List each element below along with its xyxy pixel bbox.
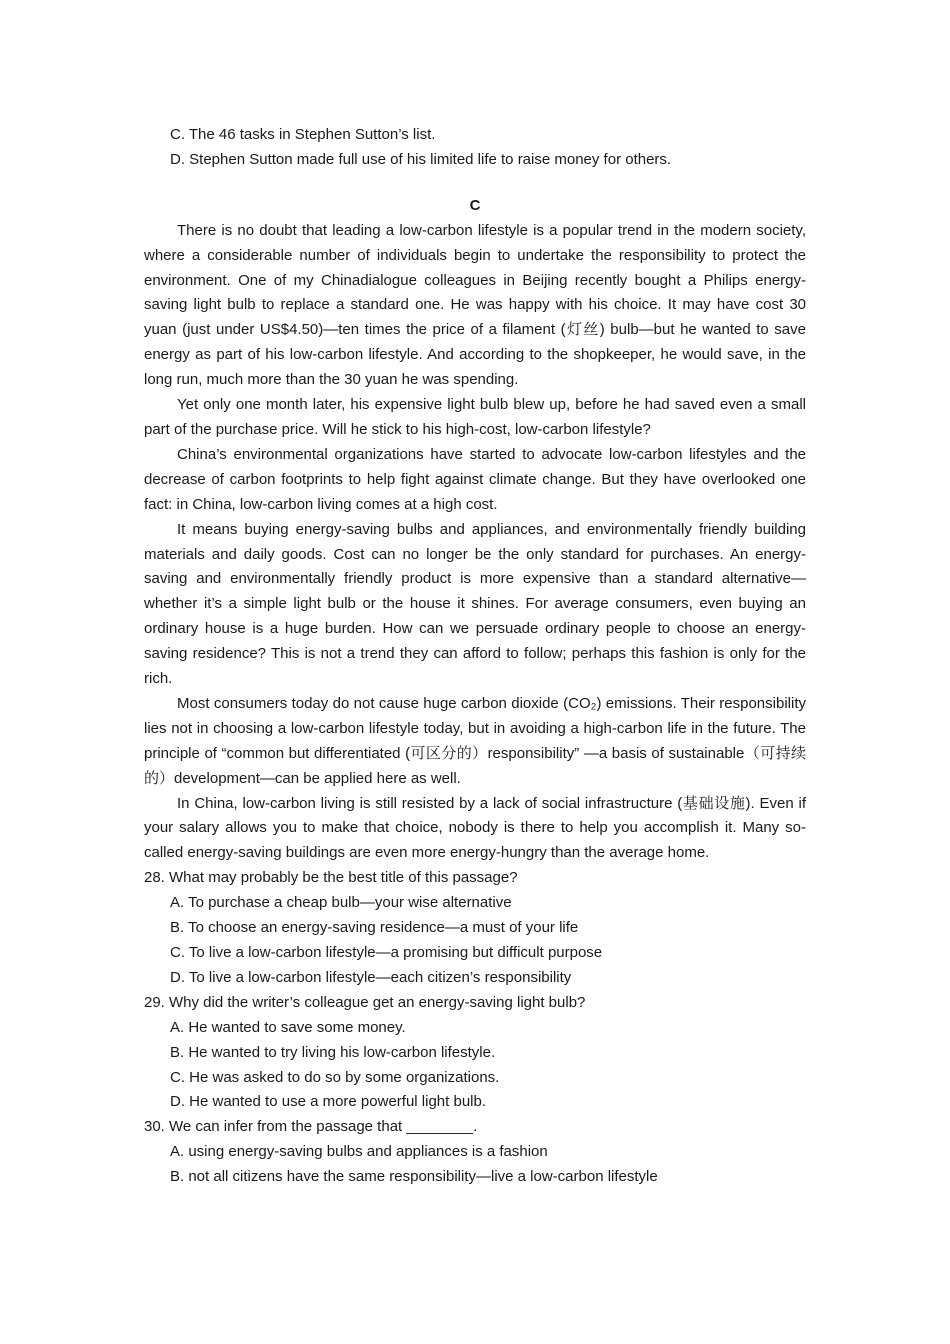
paragraph-6: In China, low-carbon living is still resisted by a lack of social infrastructure (基础设施). Even if your salary allows you to make that choice, nobody is there to help you accomplish it. Many so-called energy-saving buildings are even more energy-hungry than the average home.: [144, 794, 806, 862]
question-29-option-a: A. He wanted to save some money.: [170, 1018, 406, 1036]
question-30-stem: 30. We can infer from the passage that ________.: [144, 1118, 478, 1136]
question-28-option-d: D. To live a low-carbon lifestyle—each citizen’s responsibility: [170, 968, 572, 986]
question-28-option-a: A. To purchase a cheap bulb—your wise alternative: [170, 894, 512, 912]
section-heading: C: [469, 196, 481, 214]
question-29-option-d: D. He wanted to use a more powerful light bulb.: [170, 1093, 487, 1111]
question-28-option-b: B. To choose an energy-saving residence—a must of your life: [170, 919, 579, 937]
paragraph-5: Most consumers today do not cause huge carbon dioxide (CO₂) emissions. Their responsibility lies not in choosing a low-carbon lifestyle today, but in avoiding a high-carbon life in the future. The principle of “common but differentiated (可区分的）responsibility” —a basis of sustainable（可持续的）development—can be applied here as well.: [144, 694, 806, 787]
paragraph-3: China’s environmental organizations have started to advocate low-carbon lifestyles and the decrease of carbon footprints to help fight against climate change. But they have overlooked one fact: in China, low-carbon living comes at a high cost.: [144, 445, 806, 513]
question-30-option-a: A. using energy-saving bulbs and appliances is a fashion: [170, 1143, 548, 1161]
question-28-option-c: C. To live a low-carbon lifestyle—a promising but difficult purpose: [170, 944, 603, 961]
question-29-option-b: B. He wanted to try living his low-carbon lifestyle.: [170, 1043, 496, 1061]
question-29-option-c: C. He was asked to do so by some organizations.: [170, 1068, 500, 1086]
prev-option-c: C. The 46 tasks in Stephen Sutton’s list.: [170, 126, 436, 143]
paragraph-1: There is no doubt that leading a low-carbon lifestyle is a popular trend in the modern society, where a considerable number of individuals begin to undertake the responsibility to protect the environment. One of my Chinadialogue colleagues in Beijing recently bought a Philips energy-saving light bulb to replace a standard one. He was happy with his choice. It may have cost 30 yuan (just under US$4.50)—ten times the price of a filament (灯丝) bulb—but he wanted to save energy as part of his low-carbon lifestyle. And according to the shopkeeper, he would save, in the long run, much more than the 30 yuan he was spending.: [144, 221, 806, 389]
question-30-option-b: B. not all citizens have the same responsibility—live a low-carbon lifestyle: [170, 1168, 658, 1186]
question-29-stem: 29. Why did the writer’s colleague get an energy-saving light bulb?: [144, 993, 586, 1011]
prev-option-d: D. Stephen Sutton made full use of his limited life to raise money for others.: [170, 150, 672, 168]
paragraph-4: It means buying energy-saving bulbs and appliances, and environmentally friendly building materials and daily goods. Cost can no longer be the only standard for purchases. An energy-saving and environmentally friendly product is more expensive than a standard alternative—whether it’s a simple light bulb or the house it shines. For average consumers, even buying an ordinary house is a huge burden. How can we persuade ordinary people to choose an energy-saving residence? This is not a trend they can afford to follow; perhaps this fashion is only for the rich.: [144, 520, 806, 688]
question-28-stem: 28. What may probably be the best title of this passage?: [144, 869, 518, 887]
page-content: [144, 123, 806, 1190]
paragraph-2: Yet only one month later, his expensive light bulb blew up, before he had saved even a small part of the purchase price. Will he stick to his high-cost, low-carbon lifestyle?: [144, 396, 806, 438]
